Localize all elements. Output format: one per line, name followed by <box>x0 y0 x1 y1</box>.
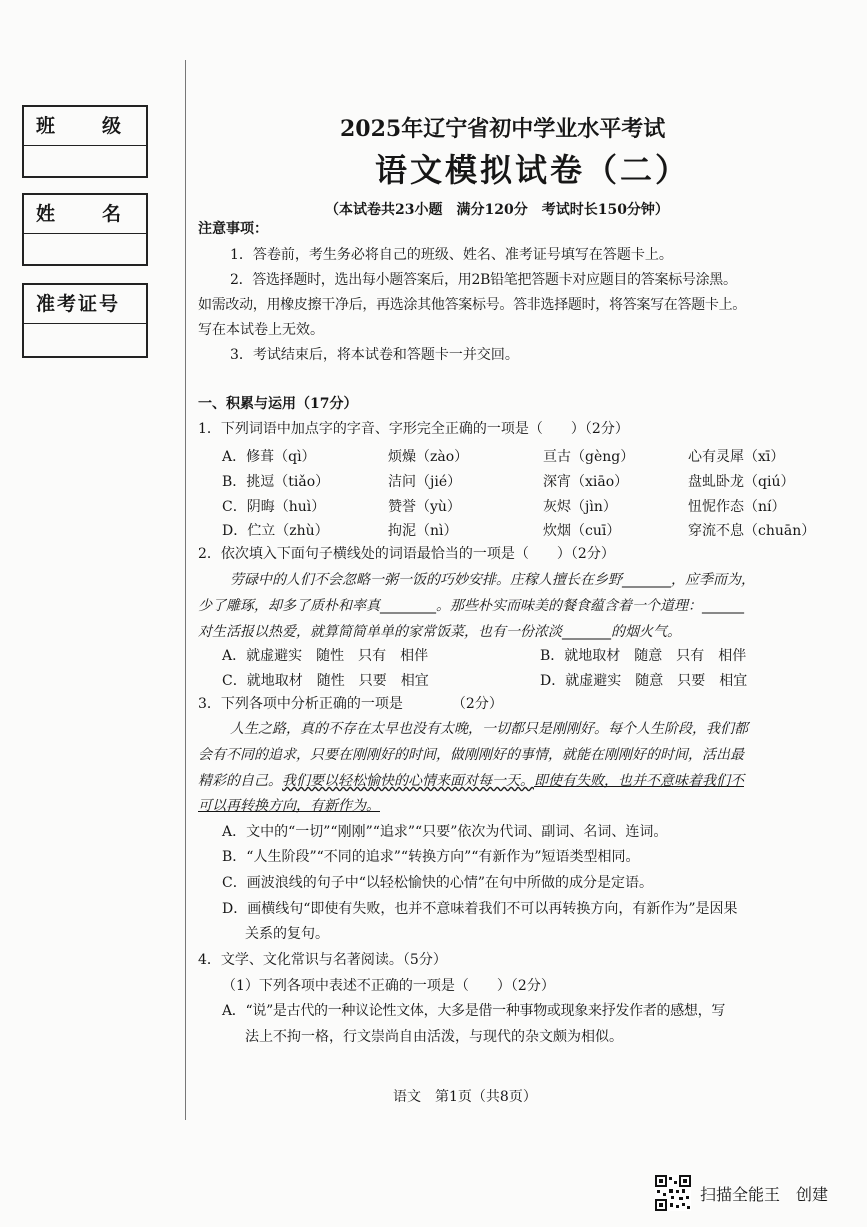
q1-a4: 心有灵犀（xī） <box>688 449 785 465</box>
exam-info: （本试卷共23小题 满分120分 考试时长150分钟） <box>325 202 669 218</box>
q3-wavy-sentence: 我们要以轻松愉快的心情来面对每一天。 <box>282 773 534 789</box>
q3-option-c: C．画波浪线的句子中“以轻松愉快的心情”在句中所做的成分是定语。 <box>222 875 654 891</box>
q1-b3: 深宵（xiāo） <box>543 474 629 490</box>
q2-passage-3: 对生活报以热爱，就算简简单单的家常饭菜，也有一份浓淡_______的烟火气。 <box>198 624 681 640</box>
q1-b4: 盘虬卧龙（qiú） <box>688 474 795 490</box>
q1-a1: A．修葺（qì） <box>222 449 316 465</box>
q3-underlined-part-1: 即使有失败，也并不意味着我们不 <box>534 773 744 789</box>
name-label: 姓 名 <box>24 195 146 234</box>
q4-option-a-1: A．“说”是古代的一种议论性文体，大多是借一种事物或现象来抒发作者的感想，写 <box>222 1003 726 1019</box>
q2-option-d: D．就虚避实 随意 只要 相宜 <box>540 673 748 689</box>
q4-sub1-stem: （1）下列各项中表述不正确的一项是（ ）（2分） <box>222 978 555 994</box>
section-1-heading: 一、积累与运用（17分） <box>198 396 358 412</box>
q2-option-a: A．就虚避实 随性 只有 相伴 <box>222 648 429 664</box>
q1-stem: 1．下列词语中加点字的字音、字形完全正确的一项是（ ）（2分） <box>198 421 629 437</box>
exam-title: 2025年辽宁省初中学业水平考试 <box>340 116 666 142</box>
q2-passage-1: 劳碌中的人们不会忽略一粥一饭的巧妙安排。庄稼人擅长在乡野_______，应季而为， <box>230 572 755 588</box>
q3-option-d-2: 关系的复句。 <box>245 926 329 942</box>
exam-id-box <box>22 283 148 358</box>
note-3: 3．考试结束后，将本试卷和答题卡一并交回。 <box>230 347 519 363</box>
q1-d4: 穿流不息（chuān） <box>688 523 816 539</box>
name-blank <box>24 234 146 264</box>
q3-stem: 3．下列各项中分析正确的一项是 （2分） <box>198 696 503 712</box>
q3-passage-3a: 精彩的自己。 <box>198 773 282 789</box>
q1-a3: 亘古（gèng） <box>543 449 635 465</box>
q4-stem: 4．文学、文化常识与名著阅读。（5分） <box>198 952 447 968</box>
q3-passage-1: 人生之路，真的不存在太早也没有太晚，一切都只是刚刚好。每个人生阶段，我们都 <box>230 721 748 737</box>
q3-option-a: A．文中的“一切”“刚刚”“追求”“只要”依次为代词、副词、名词、连词。 <box>222 824 668 840</box>
scanner-watermark: 扫描全能王 创建 <box>700 1185 829 1204</box>
q1-c3: 灰烬（jìn） <box>543 499 617 515</box>
q1-c2: 赞誉（yù） <box>388 499 461 515</box>
note-2b: 如需改动，用橡皮擦干净后，再选涂其他答案标号。答非选择题时，将答案写在答题卡上。 <box>198 297 746 313</box>
q1-c4: 忸怩作态（ní） <box>688 499 786 515</box>
class-label: 班 级 <box>24 107 146 146</box>
q2-option-c: C．就地取材 随性 只要 相宜 <box>222 673 429 689</box>
q3-option-b: B．“人生阶段”“不同的追求”“转换方向”“有新作为”短语类型相同。 <box>222 849 640 865</box>
q1-a2: 烦燥（zào） <box>388 449 469 465</box>
q3-underlined-part-2: 可以再转换方向，有新作为。 <box>198 798 380 814</box>
binding-line <box>185 60 186 1120</box>
q3-passage-2: 会有不同的追求，只要在刚刚好的时间，做刚刚好的事情，就能在刚刚好的时间，活出最 <box>198 747 744 763</box>
exam-id-label: 准考证号 <box>24 285 146 324</box>
note-2a: 2．答选择题时，选出每小题答案后，用2B铅笔把答题卡对应题目的答案标号涂黑。 <box>230 272 737 288</box>
class-box <box>22 105 148 178</box>
q1-b1: B．挑逗（tiǎo） <box>222 474 330 490</box>
q2-stem: 2．依次填入下面句子横线处的词语最恰当的一项是（ ）（2分） <box>198 546 615 562</box>
q3-option-d-1: D．画横线句“即使有失败，也并不意味着我们不可以再转换方向，有新作为”是因果 <box>222 901 738 917</box>
q4-option-a-2: 法上不拘一格，行文崇尚自由活泼，与现代的杂文颇为相似。 <box>245 1029 623 1045</box>
q2-option-b: B．就地取材 随意 只有 相伴 <box>540 648 747 664</box>
class-blank <box>24 146 146 176</box>
note-1: 1．答卷前，考生务必将自己的班级、姓名、准考证号填写在答题卡上。 <box>230 247 673 263</box>
paper-title: 语文模拟试卷（二） <box>375 151 691 189</box>
q1-d3: 炊烟（cuī） <box>543 523 621 539</box>
page-footer: 语文 第1页（共8页） <box>393 1089 537 1105</box>
q3-passage-3 <box>198 770 744 792</box>
exam-id-blank <box>24 324 146 356</box>
note-2c: 写在本试卷上无效。 <box>198 322 324 338</box>
notes-heading: 注意事项： <box>198 221 268 237</box>
qr-code-icon <box>655 1175 691 1211</box>
q1-b2: 洁问（jié） <box>388 474 462 490</box>
q1-d2: 拘泥（nì） <box>388 523 458 539</box>
name-box <box>22 193 148 266</box>
q1-d1: D．伫立（zhù） <box>222 523 329 539</box>
q2-passage-2: 少了雕琢，却多了质朴和率真________。那些朴实而味美的餐食蕴含着一个道理：______ <box>198 598 744 614</box>
q1-c1: C．阴晦（huì） <box>222 499 326 515</box>
